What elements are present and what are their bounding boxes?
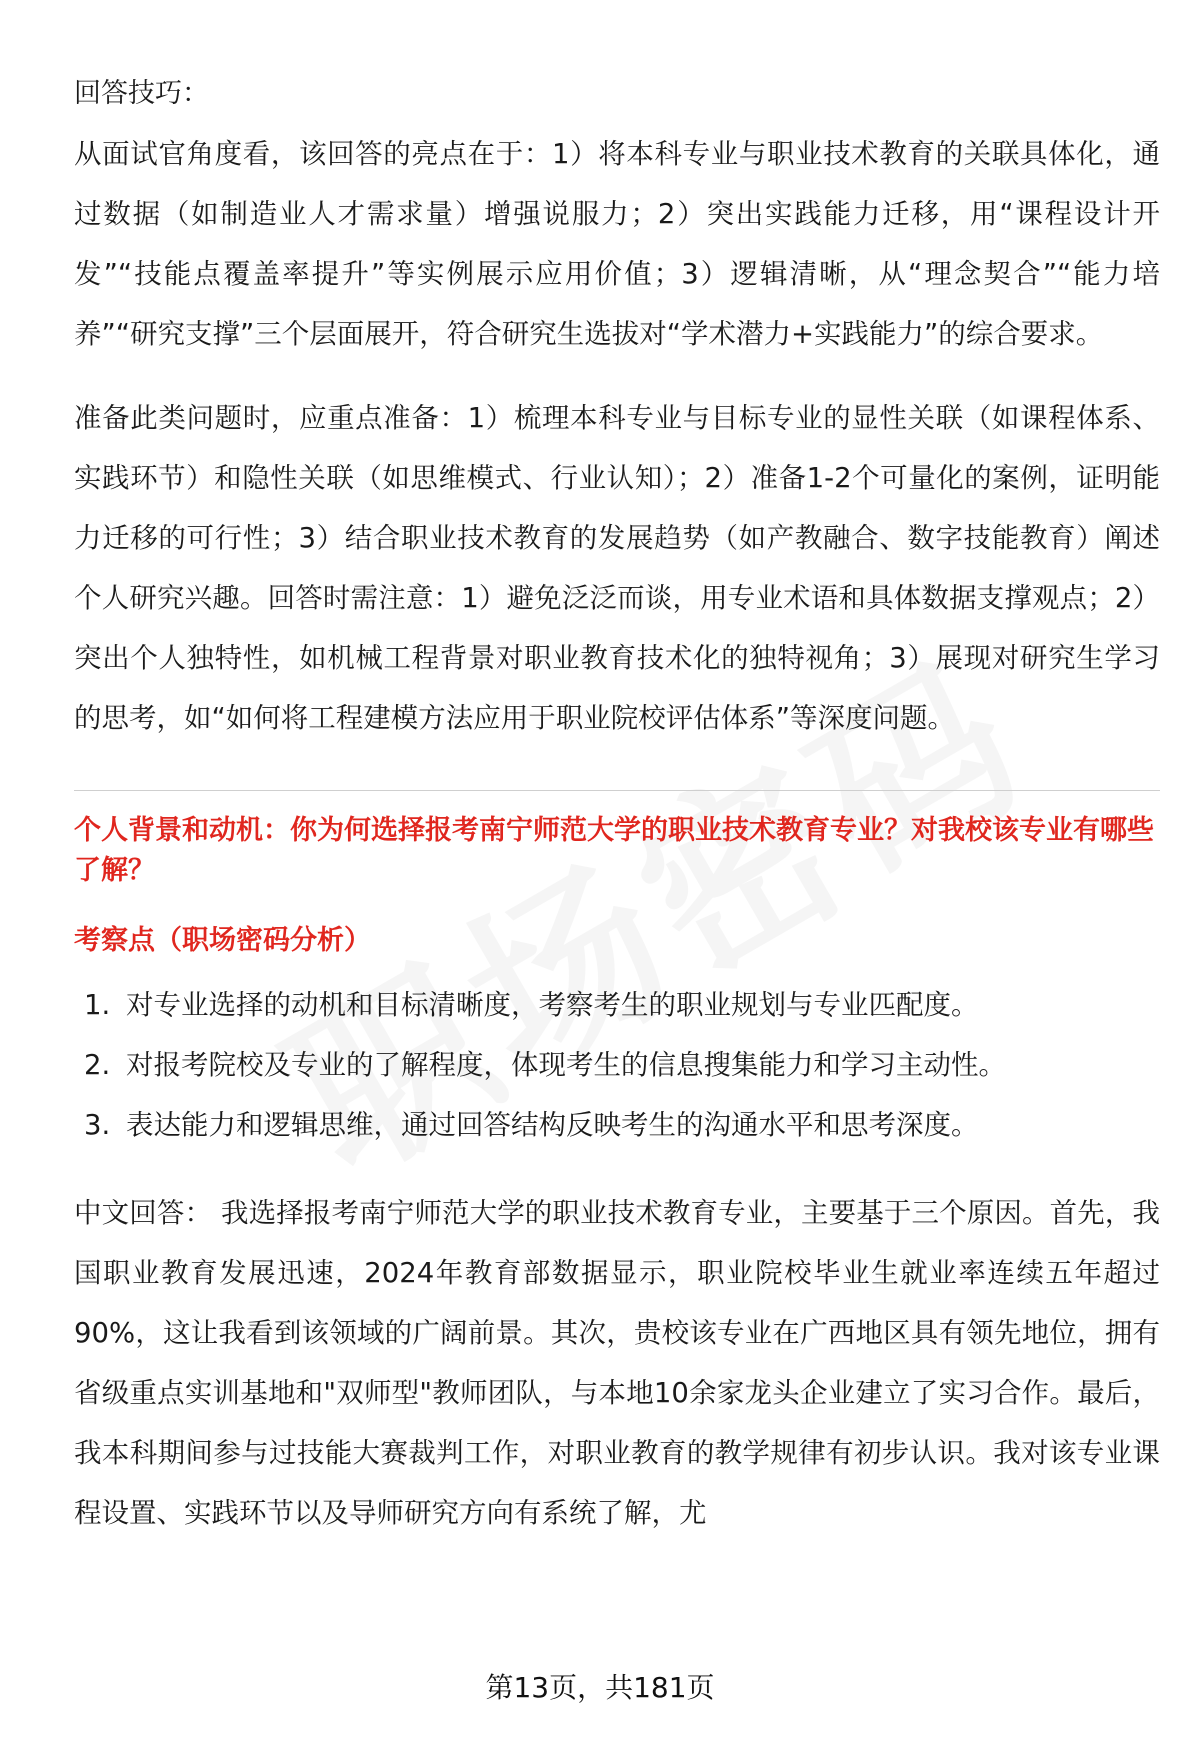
paragraph-gap: [74, 364, 1160, 388]
list-item: [84, 975, 1160, 1035]
tips-label: 回答技巧：: [74, 78, 209, 109]
analysis-subhead: 考察点（职场密码分析）: [74, 925, 371, 956]
list-item-text: 对报考院校及专业的了解程度，体现考生的信息搜集能力和学习主动性。: [126, 1049, 1006, 1081]
section-divider: [74, 790, 1160, 791]
list-item: [84, 1095, 1160, 1155]
page-number: 第13页，共181页: [485, 1671, 715, 1704]
tips-paragraph-2: 准备此类问题时，应重点准备：1）梳理本科专业与目标专业的显性关联（如课程体系、实践环节）和隐性关联（如思维模式、行业认知）；2）准备1-2个可量化的案例，证明能力迁移的可行性；3）结合职业技术教育的发展趋势（如产教融合、数字技能教育）阐述个人研究兴趣。回答时需注意：1）避免泛泛而谈，用专业术语和具体数据支撑观点；2）突出个人独特性，如机械工程背景对职业教育技术化的独特视角；3）展现对研究生学习的思考，如“如何将工程建模方法应用于职业院校评估体系”等深度问题。: [74, 402, 1160, 734]
list-item-number: 2.: [84, 1049, 111, 1081]
list-item-number: 3.: [84, 1109, 111, 1141]
list-item-text: 表达能力和逻辑思维，通过回答结构反映考生的沟通水平和思考深度。: [126, 1109, 979, 1141]
question-title: 个人背景和动机：你为何选择报考南宁师范大学的职业技术教育专业？对我校该专业有哪些了解？: [74, 815, 1154, 886]
list-item-number: 1.: [84, 989, 111, 1021]
tips-paragraph-1: 从面试官角度看，该回答的亮点在于：1）将本科专业与职业技术教育的关联具体化，通过数据（如制造业人才需求量）增强说服力；2）突出实践能力迁移，用“课程设计开发”“技能点覆盖率提升”等实例展示应用价值；3）逻辑清晰，从“理念契合”“能力培养”“研究支撑”三个层面展开，符合研究生选拔对“学术潜力+实践能力”的综合要求。: [74, 138, 1160, 350]
list-item: [84, 1035, 1160, 1095]
document-page: [74, 64, 1160, 1543]
answer-paragraph: 中文回答： 我选择报考南宁师范大学的职业技术教育专业，主要基于三个原因。首先，我国职业教育发展迅速，2024年教育部数据显示，职业院校毕业生就业率连续五年超过90%，这让我看到该领域的广阔前景。其次，贵校该专业在广西地区具有领先地位，拥有省级重点实训基地和"双师型"教师团队，与本地10余家龙头企业建立了实习合作。最后，我本科期间参与过技能大赛裁判工作，对职业教育的教学规律有初步认识。我对该专业课程设置、实践环节以及导师研究方向有系统了解，尤: [74, 1197, 1160, 1529]
analysis-points-list: [74, 975, 1160, 1155]
list-item-text: 对专业选择的动机和目标清晰度，考察考生的职业规划与专业匹配度。: [126, 989, 979, 1021]
